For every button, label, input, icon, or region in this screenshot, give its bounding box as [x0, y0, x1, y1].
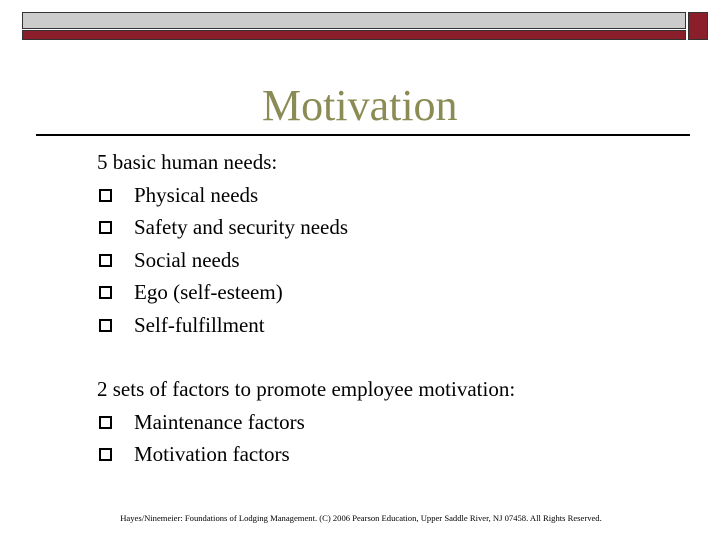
list-item-text: Social needs: [134, 247, 240, 272]
red-square: [688, 12, 708, 40]
square-bullet-icon: [99, 254, 112, 267]
list-item: [97, 211, 697, 244]
list-item: [97, 309, 697, 342]
square-bullet-icon: [99, 221, 112, 234]
square-bullet-icon: [99, 319, 112, 332]
footer-text: Hayes/Ninemeier: Foundations of Lodging Management. (C) 2006 Pearson Education, Upper Saddle River, NJ 07458. All Rights Reserved.: [120, 513, 602, 523]
slide-content: [97, 146, 697, 471]
red-strip: [22, 30, 686, 40]
list-item-text: Motivation factors: [134, 442, 290, 466]
list-item: [97, 438, 697, 471]
square-bullet-icon: [99, 286, 112, 299]
decorative-top-bar: [22, 12, 708, 40]
section-spacer: [97, 341, 697, 373]
list-item-text: Physical needs: [134, 182, 259, 207]
list-item-text: Safety and security needs: [134, 215, 349, 239]
list-item-text: Ego (self-esteem): [134, 280, 283, 304]
list-item: [97, 244, 697, 277]
list-item-text: Maintenance factors: [134, 409, 305, 434]
square-bullet-icon: [99, 448, 112, 461]
title-divider: [36, 134, 690, 136]
section2-heading: 2 sets of factors to promote employee motivation:: [97, 377, 516, 401]
square-bullet-icon: [99, 189, 112, 202]
square-bullet-icon: [99, 416, 112, 429]
gray-bar: [22, 12, 686, 29]
slide-title: Motivation: [262, 81, 458, 130]
list-item-text: Self-fulfillment: [134, 312, 265, 337]
copyright-footer: [0, 513, 720, 523]
list-item: [97, 179, 697, 212]
section1-heading: 5 basic human needs:: [97, 150, 278, 174]
list-item: [97, 276, 697, 309]
slide-title-area: [0, 78, 720, 134]
list-item: [97, 406, 697, 439]
